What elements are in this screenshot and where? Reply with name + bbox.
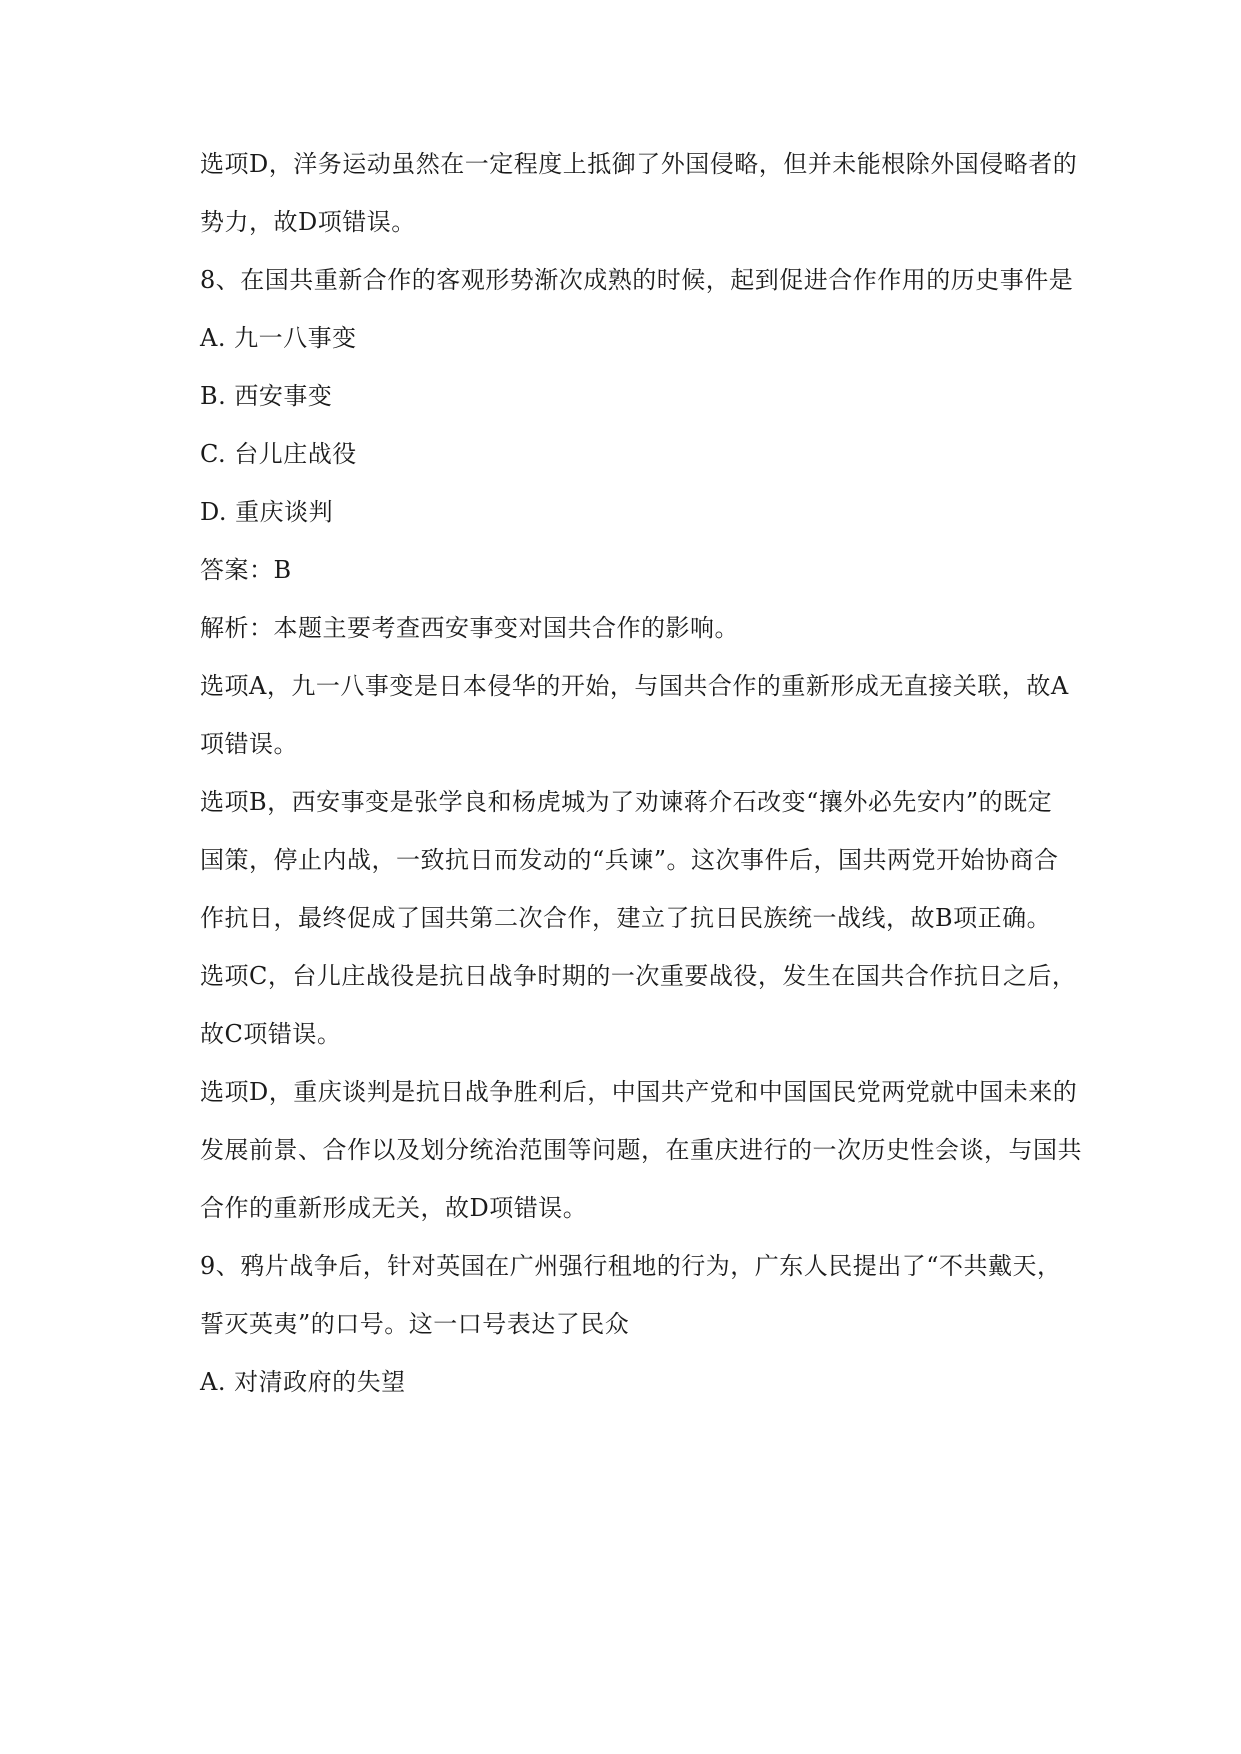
text-line: 项错误。	[200, 730, 298, 758]
text-line: 选项D，重庆谈判是抗日战争胜利后，中国共产党和中国国民党两党就中国未来的	[200, 1078, 1078, 1106]
option-a: A. 对清政府的失望	[200, 1368, 406, 1396]
text-line: 作抗日，最终促成了国共第二次合作，建立了抗日民族统一战线，故B项正确。	[200, 904, 1052, 932]
text-line: 选项A，九一八事变是日本侵华的开始，与国共合作的重新形成无直接关联，故A	[200, 672, 1069, 700]
text-line: 选项C，台儿庄战役是抗日战争时期的一次重要战役，发生在国共合作抗日之后，	[200, 962, 1077, 990]
answer-line: 答案：B	[200, 556, 292, 584]
text-line: 发展前景、合作以及划分统治范围等问题，在重庆进行的一次历史性会谈，与国共	[200, 1136, 1082, 1164]
text-line: 势力，故D项错误。	[200, 208, 416, 236]
text-line: 合作的重新形成无关，故D项错误。	[200, 1194, 588, 1222]
question-stem: 8、在国共重新合作的客观形势渐次成熟的时候，起到促进合作作用的历史事件是	[200, 266, 1074, 294]
text-line: 国策，停止内战，一致抗日而发动的“兵谏”。这次事件后，国共两党开始协商合	[200, 846, 1059, 874]
option-c: C. 台儿庄战役	[200, 440, 357, 468]
text-line: 誓灭英夷”的口号。这一口号表达了民众	[200, 1310, 630, 1338]
text-line: 选项B，西安事变是张学良和杨虎城为了劝谏蒋介石改变“攘外必先安内”的既定	[200, 788, 1053, 816]
option-b: B. 西安事变	[200, 382, 333, 410]
analysis-line: 解析：本题主要考查西安事变对国共合作的影响。	[200, 614, 739, 642]
text-line: 故C项错误。	[200, 1020, 342, 1048]
text-line: 选项D，洋务运动虽然在一定程度上抵御了外国侵略，但并未能根除外国侵略者的	[200, 150, 1078, 178]
option-d: D. 重庆谈判	[200, 498, 334, 526]
question-stem: 9、鸦片战争后，针对英国在广州强行租地的行为，广东人民提出了“不共戴天，	[200, 1252, 1062, 1280]
option-a: A. 九一八事变	[200, 324, 357, 352]
